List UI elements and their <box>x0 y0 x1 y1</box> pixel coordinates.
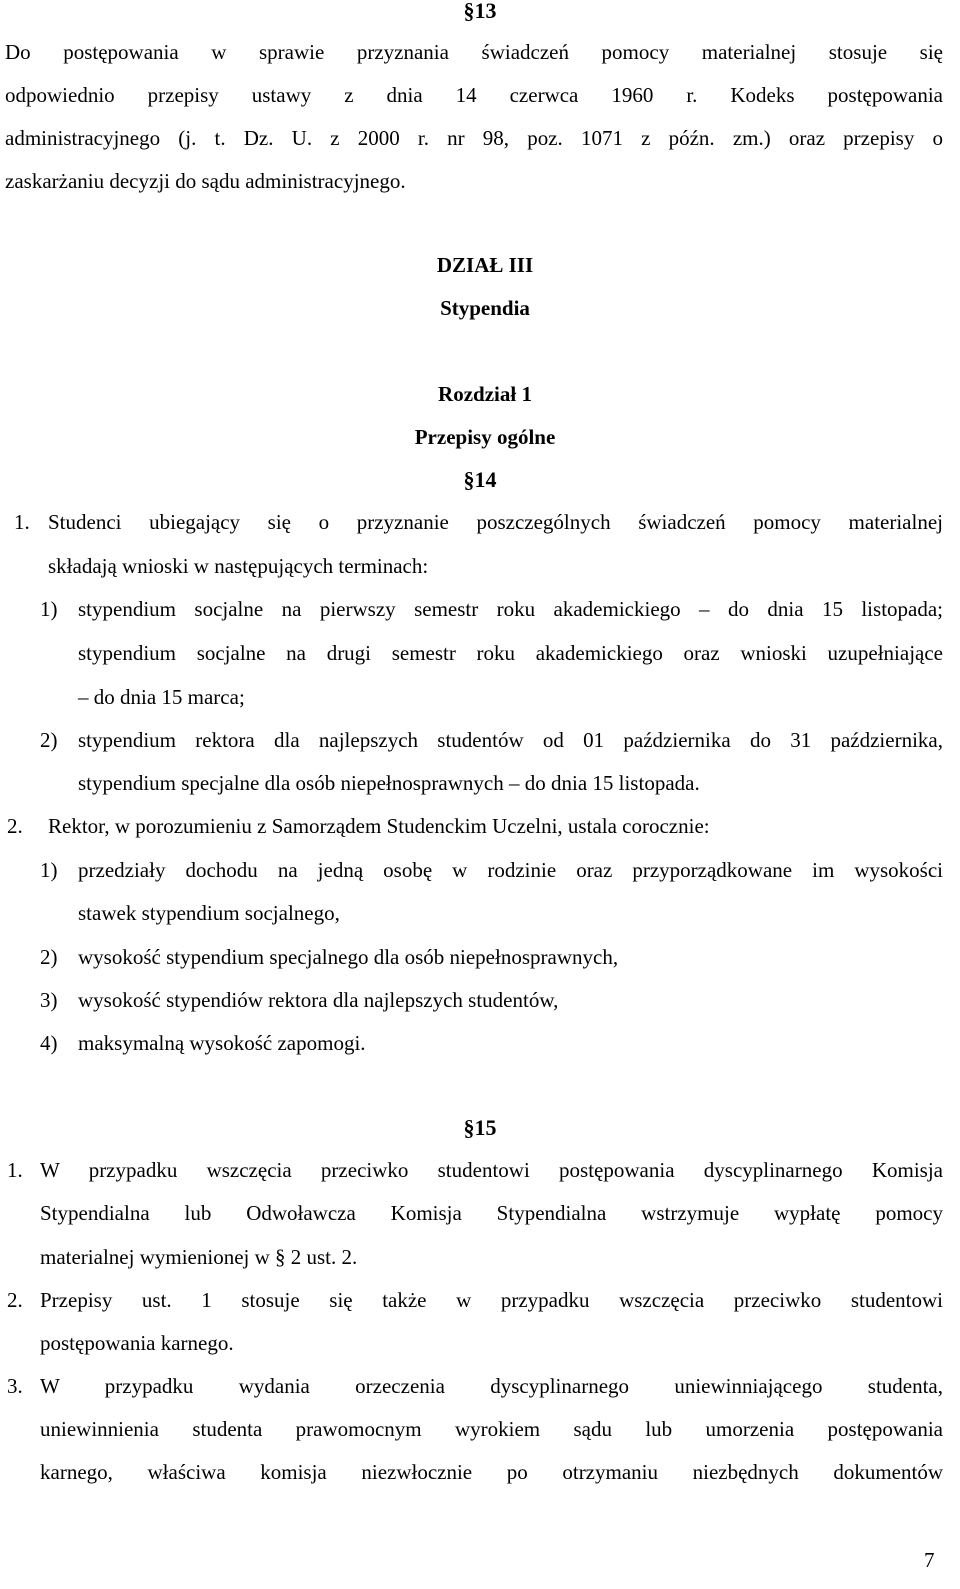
list-item-line: wysokość stypendium specjalnego dla osób niepełnosprawnych, <box>78 945 619 969</box>
list-item-number: 3) <box>40 988 58 1012</box>
paragraph-line: Studenci ubiegający się o przyznanie poszczególnych świadczeń pomocy materialnej <box>48 510 943 534</box>
list-item-line: stypendium specjalne dla osób niepełnosprawnych – do dnia 15 listopada. <box>78 771 700 795</box>
page-number: 7 <box>924 1548 935 1572</box>
rozdzial-title: Rozdział 1 <box>438 382 532 406</box>
section-13-line: odpowiednio przepisy ustawy z dnia 14 czerwca 1960 r. Kodeks postępowania <box>5 83 943 107</box>
list-item-line: wysokość stypendiów rektora dla najlepszych studentów, <box>78 988 559 1012</box>
list-item-line: stypendium socjalne na drugi semestr roku akademickiego oraz wnioski uzupełniające <box>78 641 943 665</box>
section-14-heading: §14 <box>463 467 497 492</box>
paragraph-number: 2. <box>7 1288 23 1312</box>
dzial-subtitle: Stypendia <box>440 296 530 320</box>
list-item-line: stypendium rektora dla najlepszych studentów od 01 października do 31 października, <box>78 728 943 752</box>
dzial-title: DZIAŁ III <box>436 253 534 277</box>
paragraph-line: Przepisy ust. 1 stosuje się także w przypadku wszczęcia przeciwko studentowi <box>40 1288 943 1312</box>
list-item-line: – do dnia 15 marca; <box>78 685 245 709</box>
paragraph-line: składają wnioski w następujących terminach: <box>48 554 429 578</box>
paragraph-line: karnego, właściwa komisja niezwłocznie po otrzymaniu niezbędnych dokumentów <box>40 1460 943 1484</box>
list-item-number: 2) <box>40 728 58 752</box>
list-item-line: maksymalną wysokość zapomogi. <box>78 1031 366 1055</box>
list-item-number: 1) <box>40 597 58 621</box>
list-item-line: stypendium socjalne na pierwszy semestr roku akademickiego – do dnia 15 listopada; <box>78 597 943 621</box>
paragraph-line: uniewinnienia studenta prawomocnym wyrokiem sądu lub umorzenia postępowania <box>40 1417 943 1441</box>
section-13-heading: §13 <box>463 0 497 23</box>
paragraph-number: 3. <box>7 1374 23 1398</box>
list-item-line: stawek stypendium socjalnego, <box>78 901 340 925</box>
list-item-number: 1) <box>40 858 58 882</box>
section-15-heading: §15 <box>463 1115 497 1140</box>
paragraph-line: Stypendialna lub Odwoławcza Komisja Stypendialna wstrzymuje wypłatę pomocy <box>40 1201 943 1225</box>
rozdzial-subtitle: Przepisy ogólne <box>414 425 556 449</box>
paragraph-line: Rektor, w porozumieniu z Samorządem Studenckim Uczelni, ustala corocznie: <box>48 814 710 838</box>
paragraph-number: 1. <box>14 510 30 534</box>
list-item-line: przedziały dochodu na jedną osobę w rodzinie oraz przyporządkowane im wysokości <box>78 858 943 882</box>
section-13-line: zaskarżaniu decyzji do sądu administracyjnego. <box>5 169 406 193</box>
list-item-number: 2) <box>40 945 58 969</box>
section-13-line: administracyjnego (j. t. Dz. U. z 2000 r. nr 98, poz. 1071 z późn. zm.) oraz przepisy o <box>5 126 943 150</box>
section-13-line: Do postępowania w sprawie przyznania świadczeń pomocy materialnej stosuje się <box>5 40 943 64</box>
paragraph-line: W przypadku wydania orzeczenia dyscyplinarnego uniewinniającego studenta, <box>40 1374 943 1398</box>
paragraph-number: 1. <box>7 1158 23 1182</box>
paragraph-line: W przypadku wszczęcia przeciwko studentowi postępowania dyscyplinarnego Komisja <box>40 1158 943 1182</box>
paragraph-line: materialnej wymienionej w § 2 ust. 2. <box>40 1245 358 1269</box>
paragraph-number: 2. <box>7 814 23 838</box>
list-item-number: 4) <box>40 1031 58 1055</box>
paragraph-line: postępowania karnego. <box>40 1331 234 1355</box>
